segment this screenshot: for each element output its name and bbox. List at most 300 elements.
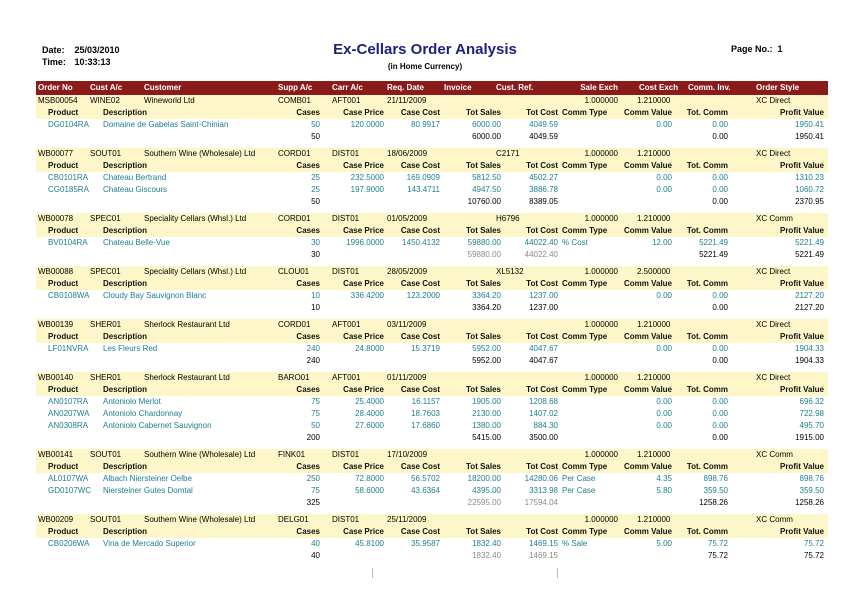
req-date: 18/06/2009	[387, 149, 428, 158]
cust-ac: SPEC01	[90, 267, 121, 276]
subhead-description: Description	[103, 462, 148, 471]
product-code: AL0107WA	[48, 474, 89, 483]
product-header-row	[36, 331, 828, 343]
subhead-tot-cost: Tot Cost	[526, 108, 558, 117]
total-cost: 1469.15	[529, 551, 558, 560]
subhead-description: Description	[103, 226, 148, 235]
supp-ac: CORD01	[278, 149, 311, 158]
subhead-profit-value: Profit Value	[779, 161, 824, 170]
case-price: 336.4200	[350, 291, 384, 300]
profit-value: 2127.20	[795, 291, 824, 300]
cost-exch: 1.210000	[637, 214, 671, 223]
total-cases: 30	[311, 250, 320, 259]
tot-cost: 1407.02	[529, 409, 558, 418]
order-total-row	[36, 497, 828, 509]
product-code: CB0108WA	[48, 291, 90, 300]
total-profit: 2127.20	[795, 303, 824, 312]
customer-name: Sherlock Restaurant Ltd	[144, 373, 230, 382]
subhead-tot-sales: Tot Sales	[466, 332, 501, 341]
subhead-case-price: Case Price	[343, 108, 384, 117]
comm-value: 0.00	[656, 185, 672, 194]
order-row	[36, 449, 828, 461]
product-description: Cloudy Bay Sauvignon Blanc	[103, 291, 207, 300]
case-price: 197.9000	[350, 185, 384, 194]
date-label: Date:	[42, 45, 65, 55]
tot-sales: 18200.00	[467, 474, 501, 483]
order-style: XC Comm	[756, 214, 793, 223]
subhead-comm-value: Comm Value	[623, 332, 672, 341]
cases: 240	[306, 344, 320, 353]
supp-ac: CLOU01	[278, 267, 310, 276]
subhead-tot-comm: Tot. Comm	[686, 226, 728, 235]
sale-exch: 1.000000	[584, 320, 618, 329]
subhead-profit-value: Profit Value	[779, 332, 824, 341]
cost-exch: 1.210000	[637, 149, 671, 158]
order-no: WB00077	[38, 149, 74, 158]
subhead-product: Product	[48, 527, 79, 536]
product-line-row	[36, 420, 828, 432]
tot-comm: 5221.49	[699, 238, 728, 247]
total-cost: 4049.59	[529, 132, 558, 141]
product-header-row	[36, 107, 828, 119]
product-description: Antoniolo Merlot	[103, 397, 161, 406]
case-price: 120.0000	[350, 120, 384, 129]
sale-exch: 1.000000	[584, 96, 618, 105]
time-value: 10:33:13	[74, 57, 111, 67]
total-profit: 75.72	[803, 551, 824, 560]
customer-name: Speciality Cellars (Whsl.) Ltd	[144, 214, 247, 223]
order-total-row	[36, 196, 828, 208]
comm-value: 0.00	[656, 397, 672, 406]
total-cases: 325	[306, 498, 320, 507]
total-comm: 0.00	[712, 132, 728, 141]
col-cust-ac: Cust A/c	[90, 83, 123, 92]
carr-ac: DIST01	[332, 450, 360, 459]
tot-sales: 3364.20	[472, 291, 501, 300]
order-no: MSB00054	[38, 96, 78, 105]
product-description: Albach Niersteiner Oelbe	[103, 474, 192, 483]
subhead-comm-value: Comm Value	[623, 462, 672, 471]
tot-cost: 3313.98	[529, 486, 558, 495]
case-cost: 18.7603	[411, 409, 440, 418]
product-description: Niersteiner Gutes Domtal	[103, 486, 193, 495]
cost-exch: 1.210000	[637, 373, 671, 382]
subhead-profit-value: Profit Value	[779, 108, 824, 117]
subhead-comm-type: Comm Type	[562, 161, 608, 170]
subhead-description: Description	[103, 279, 148, 288]
req-date: 28/05/2009	[387, 267, 428, 276]
case-price: 1996.0000	[346, 238, 384, 247]
subhead-comm-value: Comm Value	[623, 161, 672, 170]
comm-type: % Cost	[562, 238, 588, 247]
case-cost: 80.9917	[411, 120, 440, 129]
tot-cost: 1237.00	[529, 291, 558, 300]
tot-comm: 0.00	[712, 344, 728, 353]
total-cases: 50	[311, 132, 320, 141]
subhead-profit-value: Profit Value	[779, 385, 824, 394]
subhead-cases: Cases	[296, 332, 320, 341]
cust-ac: SHER01	[90, 320, 122, 329]
total-sales: 5415.00	[472, 433, 501, 442]
comm-value: 0.00	[656, 291, 672, 300]
subhead-tot-comm: Tot. Comm	[686, 385, 728, 394]
supp-ac: CORD01	[278, 214, 311, 223]
tot-comm: 0.00	[712, 421, 728, 430]
subhead-tot-sales: Tot Sales	[466, 385, 501, 394]
product-header-row	[36, 384, 828, 396]
subhead-product: Product	[48, 161, 79, 170]
total-sales: 10760.00	[467, 197, 501, 206]
subhead-case-cost: Case Cost	[400, 161, 440, 170]
case-price: 24.8000	[355, 344, 384, 353]
total-sales: 59880.00	[467, 250, 501, 259]
sale-exch: 1.000000	[584, 214, 618, 223]
subhead-case-cost: Case Cost	[400, 385, 440, 394]
tot-cost: 884.30	[533, 421, 558, 430]
subhead-comm-type: Comm Type	[562, 108, 608, 117]
cost-exch: 1.210000	[637, 320, 671, 329]
tot-sales: 6000.00	[472, 120, 501, 129]
case-price: 58.6000	[355, 486, 384, 495]
cases: 10	[311, 291, 320, 300]
order-style: XC Comm	[756, 515, 793, 524]
total-comm: 1258.26	[699, 498, 728, 507]
tot-comm: 0.00	[712, 185, 728, 194]
case-cost: 35.9587	[411, 539, 440, 548]
subhead-tot-sales: Tot Sales	[466, 161, 501, 170]
subhead-comm-value: Comm Value	[623, 108, 672, 117]
total-profit: 2370.95	[795, 197, 824, 206]
order-analysis-report	[36, 81, 828, 567]
report-subtitle: (in Home Currency)	[387, 62, 463, 71]
customer-name: Sherlock Restaurant Ltd	[144, 320, 230, 329]
product-code: AN0107RA	[48, 397, 89, 406]
tot-cost: 4049.59	[529, 120, 558, 129]
profit-value: 75.72	[803, 539, 824, 548]
subhead-tot-cost: Tot Cost	[526, 527, 558, 536]
date-value: 25/03/2010	[74, 45, 120, 55]
total-cases: 10	[311, 303, 320, 312]
total-comm: 0.00	[712, 433, 728, 442]
profit-value: 495.70	[799, 421, 824, 430]
spacer	[36, 562, 828, 567]
product-line-row	[36, 172, 828, 184]
product-header-row	[36, 461, 828, 473]
subhead-description: Description	[103, 332, 148, 341]
supp-ac: FINK01	[278, 450, 306, 459]
product-description: Vina de Mercado Superior	[103, 539, 196, 548]
order-no: WB00078	[38, 214, 74, 223]
cases: 75	[311, 486, 320, 495]
product-code: CB0206WA	[48, 539, 90, 548]
tot-comm: 359.50	[703, 486, 728, 495]
profit-value: 898.76	[799, 474, 824, 483]
subhead-case-price: Case Price	[343, 161, 384, 170]
profit-value: 1060.72	[795, 185, 824, 194]
carr-ac: AFT001	[332, 96, 361, 105]
carr-ac: DIST01	[332, 149, 360, 158]
supp-ac: BARO01	[278, 373, 310, 382]
product-line-row	[36, 485, 828, 497]
divider	[557, 568, 558, 578]
case-cost: 16.1157	[411, 397, 440, 406]
cases: 250	[306, 474, 320, 483]
subhead-case-cost: Case Cost	[400, 226, 440, 235]
sale-exch: 1.000000	[584, 515, 618, 524]
subhead-tot-comm: Tot. Comm	[686, 279, 728, 288]
supp-ac: CORD01	[278, 320, 311, 329]
product-description: Antoniolo Cabernet Sauvignon	[103, 421, 212, 430]
tot-comm: 898.76	[703, 474, 728, 483]
subhead-comm-type: Comm Type	[562, 332, 608, 341]
tot-comm: 0.00	[712, 291, 728, 300]
total-cost: 44022.40	[524, 250, 558, 259]
order-no: WB00141	[38, 450, 74, 459]
product-code: CB0101RA	[48, 173, 89, 182]
customer-name: Speciality Cellars (Whsl.) Ltd	[144, 267, 247, 276]
subhead-tot-sales: Tot Sales	[466, 527, 501, 536]
product-line-row	[36, 538, 828, 550]
subhead-tot-cost: Tot Cost	[526, 279, 558, 288]
cases: 40	[311, 539, 320, 548]
carr-ac: DIST01	[332, 214, 360, 223]
cases: 50	[311, 120, 320, 129]
case-price: 72.8000	[355, 474, 384, 483]
tot-cost: 4047.67	[529, 344, 558, 353]
col-invoice: Invoice	[444, 83, 472, 92]
product-line-row	[36, 343, 828, 355]
cases: 50	[311, 421, 320, 430]
cost-exch: 1.210000	[637, 450, 671, 459]
case-cost: 143.4711	[407, 185, 440, 194]
total-profit: 1915.00	[795, 433, 824, 442]
time-label: Time:	[42, 57, 66, 67]
subhead-profit-value: Profit Value	[779, 279, 824, 288]
cust-ac: WINE02	[90, 96, 120, 105]
product-code: GD0107WC	[48, 486, 92, 495]
cust-ac: SPEC01	[90, 214, 121, 223]
tot-comm: 0.00	[712, 120, 728, 129]
subhead-comm-type: Comm Type	[562, 279, 608, 288]
order-row	[36, 319, 828, 331]
profit-value: 696.32	[799, 397, 824, 406]
subhead-tot-cost: Tot Cost	[526, 226, 558, 235]
tot-comm: 75.72	[707, 539, 728, 548]
total-sales: 3364.20	[472, 303, 501, 312]
col-carr-ac: Carr A/c	[332, 83, 363, 92]
divider	[372, 568, 373, 578]
tot-cost: 4502.27	[529, 173, 558, 182]
subhead-comm-type: Comm Type	[562, 226, 608, 235]
order-style: XC Direct	[756, 149, 791, 158]
cases: 30	[311, 238, 320, 247]
case-cost: 169.0909	[406, 173, 440, 182]
profit-value: 722.98	[799, 409, 824, 418]
sale-exch: 1.000000	[584, 450, 618, 459]
cust-ac: SHER01	[90, 373, 122, 382]
comm-value: 4.35	[656, 474, 672, 483]
case-cost: 17.6860	[411, 421, 440, 430]
tot-cost: 44022.40	[524, 238, 558, 247]
cust-ac: SOUT01	[90, 515, 122, 524]
col-sale-exch: Sale Exch	[580, 83, 618, 92]
req-date: 25/11/2009	[387, 515, 427, 524]
case-cost: 1450.4132	[402, 238, 440, 247]
subhead-comm-value: Comm Value	[623, 385, 672, 394]
order-style: XC Direct	[756, 320, 791, 329]
order-row	[36, 372, 828, 384]
subhead-profit-value: Profit Value	[779, 527, 824, 536]
product-code: LF01NVRA	[48, 344, 89, 353]
cases: 75	[311, 397, 320, 406]
product-code: AN0207WA	[48, 409, 90, 418]
cost-exch: 1.210000	[637, 515, 671, 524]
product-line-row	[36, 119, 828, 131]
order-total-row	[36, 131, 828, 143]
col-comm-inv: Comm. Inv.	[688, 83, 731, 92]
subhead-case-cost: Case Cost	[400, 527, 440, 536]
tot-sales: 1832.40	[472, 539, 501, 548]
product-description: Les Fleurs Red	[103, 344, 158, 353]
subhead-tot-comm: Tot. Comm	[686, 108, 728, 117]
tot-sales: 5812.50	[472, 173, 501, 182]
cases: 75	[311, 409, 320, 418]
product-description: Chateau Bertrand	[103, 173, 167, 182]
col-supp-ac: Supp A/c	[278, 83, 313, 92]
cost-exch: 1.210000	[637, 96, 671, 105]
comm-value: 0.00	[656, 344, 672, 353]
report-title: Ex-Cellars Order Analysis	[333, 41, 517, 58]
case-cost: 56.5702	[411, 474, 440, 483]
comm-type: Per Case	[562, 486, 596, 495]
subhead-description: Description	[103, 161, 148, 170]
subhead-product: Product	[48, 108, 79, 117]
customer-name: Southern Wine (Wholesale) Ltd	[144, 450, 256, 459]
subhead-tot-sales: Tot Sales	[466, 462, 501, 471]
order-total-row	[36, 550, 828, 562]
case-cost: 43.6364	[411, 486, 440, 495]
cust-ref: H6796	[496, 214, 520, 223]
comm-value: 5.00	[656, 539, 672, 548]
order-total-row	[36, 249, 828, 261]
product-header-row	[36, 526, 828, 538]
subhead-case-cost: Case Cost	[400, 108, 440, 117]
carr-ac: AFT001	[332, 373, 361, 382]
subhead-description: Description	[103, 385, 148, 394]
tot-cost: 14280.06	[524, 474, 558, 483]
total-comm: 0.00	[712, 303, 728, 312]
order-row	[36, 266, 828, 278]
total-sales: 1832.40	[472, 551, 501, 560]
carr-ac: DIST01	[332, 515, 360, 524]
cust-ac: SOUT01	[90, 149, 122, 158]
case-cost: 123.2000	[406, 291, 440, 300]
case-price: 28.4000	[355, 409, 384, 418]
subhead-cases: Cases	[296, 527, 320, 536]
profit-value: 359.50	[799, 486, 824, 495]
sale-exch: 1.000000	[584, 373, 618, 382]
product-header-row	[36, 278, 828, 290]
subhead-tot-cost: Tot Cost	[526, 385, 558, 394]
product-line-row	[36, 396, 828, 408]
tot-cost: 1469.15	[529, 539, 558, 548]
order-row	[36, 95, 828, 107]
order-no: WB00139	[38, 320, 74, 329]
tot-sales: 59880.00	[467, 238, 501, 247]
comm-value: 0.00	[656, 421, 672, 430]
total-sales: 5952.00	[472, 356, 501, 365]
subhead-product: Product	[48, 226, 79, 235]
tot-comm: 0.00	[712, 173, 728, 182]
subhead-comm-value: Comm Value	[623, 527, 672, 536]
order-row	[36, 213, 828, 225]
tot-comm: 0.00	[712, 397, 728, 406]
subhead-tot-sales: Tot Sales	[466, 279, 501, 288]
product-header-row	[36, 160, 828, 172]
cust-ref: XL5132	[496, 267, 524, 276]
page-number	[731, 44, 783, 54]
product-header-row	[36, 225, 828, 237]
supp-ac: DELG01	[278, 515, 309, 524]
subhead-description: Description	[103, 527, 148, 536]
total-profit: 1258.26	[795, 498, 824, 507]
order-total-row	[36, 355, 828, 367]
profit-value: 1310.23	[795, 173, 824, 182]
order-style: XC Direct	[756, 267, 791, 276]
profit-value: 1904.33	[795, 344, 824, 353]
total-cases: 200	[306, 433, 320, 442]
case-price: 45.8100	[355, 539, 384, 548]
total-sales: 6000.00	[472, 132, 501, 141]
total-sales: 22595.00	[467, 498, 501, 507]
req-date: 01/05/2009	[387, 214, 428, 223]
subhead-tot-sales: Tot Sales	[466, 226, 501, 235]
total-cases: 240	[306, 356, 320, 365]
sale-exch: 1.000000	[584, 149, 618, 158]
req-date: 21/11/2009	[387, 96, 427, 105]
order-style: XC Direct	[756, 96, 791, 105]
total-comm: 0.00	[712, 356, 728, 365]
order-no: WB00088	[38, 267, 74, 276]
subhead-case-cost: Case Cost	[400, 279, 440, 288]
subhead-comm-type: Comm Type	[562, 385, 608, 394]
product-description: Domaine de Gabelas Saint-Chinian	[103, 120, 229, 129]
total-cost: 8389.05	[529, 197, 558, 206]
product-description: Chateau Belle-Vue	[103, 238, 170, 247]
subhead-case-price: Case Price	[343, 527, 384, 536]
col-req-date: Req. Date	[387, 83, 424, 92]
case-price: 25.4000	[355, 397, 384, 406]
total-cases: 50	[311, 197, 320, 206]
subhead-tot-cost: Tot Cost	[526, 332, 558, 341]
subhead-tot-sales: Tot Sales	[466, 108, 501, 117]
subhead-tot-comm: Tot. Comm	[686, 332, 728, 341]
carr-ac: AFT001	[332, 320, 361, 329]
col-customer: Customer	[144, 83, 182, 92]
subhead-tot-cost: Tot Cost	[526, 462, 558, 471]
order-no: WB00140	[38, 373, 74, 382]
case-cost: 15.3719	[411, 344, 440, 353]
total-comm: 0.00	[712, 197, 728, 206]
subhead-tot-comm: Tot. Comm	[686, 527, 728, 536]
tot-sales: 1380.00	[472, 421, 501, 430]
profit-value: 5221.49	[795, 238, 824, 247]
comm-value: 5.80	[656, 486, 672, 495]
product-line-row	[36, 184, 828, 196]
comm-type: Per Case	[562, 474, 596, 483]
sale-exch: 1.000000	[584, 267, 618, 276]
subhead-comm-value: Comm Value	[623, 279, 672, 288]
